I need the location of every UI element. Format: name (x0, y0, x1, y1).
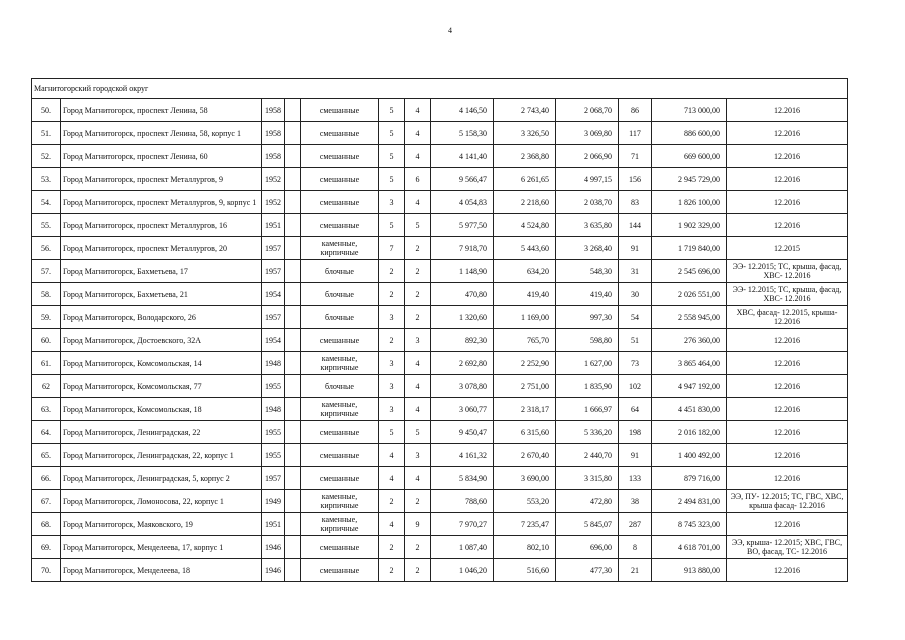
address-cell: Город Магнитогорск, Ленинградская, 5, корпус 2 (61, 467, 262, 490)
year-cell: 1946 (262, 536, 285, 559)
floors-cell: 3 (379, 191, 405, 214)
deadline-cell: 12.2016 (727, 513, 848, 536)
address-cell: Город Магнитогорск, Маяковского, 19 (61, 513, 262, 536)
material-cell: смешанные (301, 122, 379, 145)
deadline-cell: 12.2016 (727, 214, 848, 237)
area-cell: 634,20 (494, 260, 556, 283)
floors-cell: 7 (379, 237, 405, 260)
material-cell: смешанные (301, 168, 379, 191)
blank-cell (285, 421, 301, 444)
blank-cell (285, 467, 301, 490)
row-number: 67. (32, 490, 61, 513)
cost-cell: 2 494 831,00 (652, 490, 727, 513)
residents-cell: 156 (619, 168, 652, 191)
area-cell: 2 318,17 (494, 398, 556, 421)
row-number: 61. (32, 352, 61, 375)
residential-area-cell: 1 666,97 (556, 398, 619, 421)
row-number: 63. (32, 398, 61, 421)
area-cell: 2 751,00 (494, 375, 556, 398)
residential-area-cell: 3 069,80 (556, 122, 619, 145)
row-number: 58. (32, 283, 61, 306)
address-cell: Город Магнитогорск, проспект Ленина, 58, корпус 1 (61, 122, 262, 145)
area-cell: 1 169,00 (494, 306, 556, 329)
material-cell: смешанные (301, 536, 379, 559)
material-cell: блочные (301, 375, 379, 398)
area-cell: 419,40 (494, 283, 556, 306)
total-area-cell: 5 158,30 (431, 122, 494, 145)
year-cell: 1957 (262, 306, 285, 329)
residents-cell: 91 (619, 444, 652, 467)
year-cell: 1958 (262, 145, 285, 168)
floors-cell: 5 (379, 122, 405, 145)
year-cell: 1957 (262, 260, 285, 283)
year-cell: 1948 (262, 352, 285, 375)
table-row (32, 191, 848, 214)
blank-cell (285, 191, 301, 214)
residential-area-cell: 5 336,20 (556, 421, 619, 444)
floors-cell: 5 (379, 99, 405, 122)
residents-cell: 71 (619, 145, 652, 168)
entrances-cell: 2 (405, 260, 431, 283)
cost-cell: 1 902 329,00 (652, 214, 727, 237)
table-row (32, 375, 848, 398)
blank-cell (285, 352, 301, 375)
deadline-cell: 12.2016 (727, 168, 848, 191)
area-cell: 2 368,80 (494, 145, 556, 168)
row-number: 59. (32, 306, 61, 329)
area-cell: 6 261,65 (494, 168, 556, 191)
floors-cell: 3 (379, 306, 405, 329)
material-cell: смешанные (301, 145, 379, 168)
address-cell: Город Магнитогорск, Ломоносова, 22, корпус 1 (61, 490, 262, 513)
entrances-cell: 2 (405, 283, 431, 306)
address-cell: Город Магнитогорск, проспект Металлургов, 16 (61, 214, 262, 237)
area-cell: 3 690,00 (494, 467, 556, 490)
entrances-cell: 4 (405, 375, 431, 398)
area-cell: 516,60 (494, 559, 556, 582)
residents-cell: 198 (619, 421, 652, 444)
deadline-cell: ЭЭ, крыша- 12.2015; ХВС, ГВС, ВО, фасад, ТС- 12.2016 (727, 536, 848, 559)
cost-cell: 879 716,00 (652, 467, 727, 490)
table-row (32, 99, 848, 122)
total-area-cell: 3 060,77 (431, 398, 494, 421)
year-cell: 1952 (262, 191, 285, 214)
floors-cell: 2 (379, 329, 405, 352)
total-area-cell: 9 566,47 (431, 168, 494, 191)
floors-cell: 2 (379, 490, 405, 513)
residents-cell: 73 (619, 352, 652, 375)
year-cell: 1955 (262, 421, 285, 444)
blank-cell (285, 306, 301, 329)
cost-cell: 3 865 464,00 (652, 352, 727, 375)
row-number: 55. (32, 214, 61, 237)
floors-cell: 4 (379, 513, 405, 536)
deadline-cell: 12.2016 (727, 375, 848, 398)
total-area-cell: 788,60 (431, 490, 494, 513)
row-number: 62 (32, 375, 61, 398)
table-row (32, 421, 848, 444)
table-row (32, 398, 848, 421)
floors-cell: 2 (379, 283, 405, 306)
material-cell: смешанные (301, 444, 379, 467)
table-row (32, 513, 848, 536)
entrances-cell: 4 (405, 145, 431, 168)
housing-table (31, 78, 848, 582)
total-area-cell: 470,80 (431, 283, 494, 306)
floors-cell: 2 (379, 559, 405, 582)
deadline-cell: 12.2016 (727, 122, 848, 145)
year-cell: 1958 (262, 122, 285, 145)
entrances-cell: 4 (405, 352, 431, 375)
entrances-cell: 3 (405, 329, 431, 352)
total-area-cell: 5 834,90 (431, 467, 494, 490)
deadline-cell: ХВС, фасад- 12.2015, крыша- 12.2016 (727, 306, 848, 329)
blank-cell (285, 329, 301, 352)
address-cell: Город Магнитогорск, проспект Ленина, 58 (61, 99, 262, 122)
blank-cell (285, 513, 301, 536)
address-cell: Город Магнитогорск, проспект Ленина, 60 (61, 145, 262, 168)
residents-cell: 102 (619, 375, 652, 398)
entrances-cell: 6 (405, 168, 431, 191)
entrances-cell: 2 (405, 490, 431, 513)
residential-area-cell: 2 440,70 (556, 444, 619, 467)
residents-cell: 83 (619, 191, 652, 214)
year-cell: 1957 (262, 467, 285, 490)
material-cell: смешанные (301, 467, 379, 490)
cost-cell: 1 719 840,00 (652, 237, 727, 260)
entrances-cell: 5 (405, 214, 431, 237)
blank-cell (285, 536, 301, 559)
residential-area-cell: 472,80 (556, 490, 619, 513)
area-cell: 4 524,80 (494, 214, 556, 237)
floors-cell: 5 (379, 214, 405, 237)
material-cell: смешанные (301, 191, 379, 214)
residents-cell: 38 (619, 490, 652, 513)
cost-cell: 886 600,00 (652, 122, 727, 145)
blank-cell (285, 99, 301, 122)
deadline-cell: 12.2016 (727, 329, 848, 352)
year-cell: 1958 (262, 99, 285, 122)
address-cell: Город Магнитогорск, проспект Металлургов, 9 (61, 168, 262, 191)
residents-cell: 21 (619, 559, 652, 582)
material-cell: каменные, кирпичные (301, 237, 379, 260)
blank-cell (285, 490, 301, 513)
table-row (32, 283, 848, 306)
residents-cell: 91 (619, 237, 652, 260)
area-cell: 2 252,90 (494, 352, 556, 375)
blank-cell (285, 214, 301, 237)
deadline-cell: ЭЭ- 12.2015; ТС, крыша, фасад, ХВС- 12.2016 (727, 283, 848, 306)
row-number: 56. (32, 237, 61, 260)
residents-cell: 144 (619, 214, 652, 237)
row-number: 53. (32, 168, 61, 191)
area-cell: 6 315,60 (494, 421, 556, 444)
table-row (32, 490, 848, 513)
year-cell: 1954 (262, 329, 285, 352)
year-cell: 1955 (262, 444, 285, 467)
material-cell: смешанные (301, 329, 379, 352)
total-area-cell: 2 692,80 (431, 352, 494, 375)
cost-cell: 669 600,00 (652, 145, 727, 168)
residential-area-cell: 1 627,00 (556, 352, 619, 375)
residential-area-cell: 2 068,70 (556, 99, 619, 122)
area-cell: 5 443,60 (494, 237, 556, 260)
total-area-cell: 4 141,40 (431, 145, 494, 168)
deadline-cell: 12.2016 (727, 467, 848, 490)
cost-cell: 2 026 551,00 (652, 283, 727, 306)
floors-cell: 3 (379, 352, 405, 375)
deadline-cell: 12.2016 (727, 191, 848, 214)
residents-cell: 31 (619, 260, 652, 283)
total-area-cell: 9 450,47 (431, 421, 494, 444)
residents-cell: 133 (619, 467, 652, 490)
entrances-cell: 9 (405, 513, 431, 536)
deadline-cell: 12.2016 (727, 352, 848, 375)
deadline-cell: 12.2016 (727, 145, 848, 168)
material-cell: блочные (301, 283, 379, 306)
deadline-cell: ЭЭ, ПУ- 12.2015; ТС, ГВС, ХВС, крыша фасад- 12.2016 (727, 490, 848, 513)
address-cell: Город Магнитогорск, Ленинградская, 22 (61, 421, 262, 444)
cost-cell: 4 451 830,00 (652, 398, 727, 421)
total-area-cell: 4 146,50 (431, 99, 494, 122)
floors-cell: 4 (379, 444, 405, 467)
deadline-cell: 12.2016 (727, 421, 848, 444)
floors-cell: 5 (379, 421, 405, 444)
material-cell: смешанные (301, 559, 379, 582)
material-cell: смешанные (301, 99, 379, 122)
residential-area-cell: 997,30 (556, 306, 619, 329)
residential-area-cell: 696,00 (556, 536, 619, 559)
table-row (32, 559, 848, 582)
material-cell: каменные, кирпичные (301, 398, 379, 421)
blank-cell (285, 260, 301, 283)
address-cell: Город Магнитогорск, Менделеева, 17, корпус 1 (61, 536, 262, 559)
area-cell: 765,70 (494, 329, 556, 352)
blank-cell (285, 559, 301, 582)
total-area-cell: 892,30 (431, 329, 494, 352)
address-cell: Город Магнитогорск, проспект Металлургов, 20 (61, 237, 262, 260)
address-cell: Город Магнитогорск, Комсомольская, 77 (61, 375, 262, 398)
cost-cell: 2 016 182,00 (652, 421, 727, 444)
material-cell: смешанные (301, 214, 379, 237)
entrances-cell: 2 (405, 237, 431, 260)
table-row (32, 214, 848, 237)
residential-area-cell: 598,80 (556, 329, 619, 352)
row-number: 69. (32, 536, 61, 559)
cost-cell: 8 745 323,00 (652, 513, 727, 536)
deadline-cell: ЭЭ- 12.2015; ТС, крыша, фасад, ХВС- 12.2016 (727, 260, 848, 283)
total-area-cell: 1 046,20 (431, 559, 494, 582)
year-cell: 1951 (262, 513, 285, 536)
table-row (32, 536, 848, 559)
entrances-cell: 4 (405, 191, 431, 214)
address-cell: Город Магнитогорск, Комсомольская, 18 (61, 398, 262, 421)
row-number: 54. (32, 191, 61, 214)
cost-cell: 1 400 492,00 (652, 444, 727, 467)
floors-cell: 3 (379, 375, 405, 398)
floors-cell: 5 (379, 145, 405, 168)
floors-cell: 2 (379, 260, 405, 283)
residents-cell: 8 (619, 536, 652, 559)
residential-area-cell: 3 635,80 (556, 214, 619, 237)
row-number: 64. (32, 421, 61, 444)
total-area-cell: 4 054,83 (431, 191, 494, 214)
residents-cell: 287 (619, 513, 652, 536)
address-cell: Город Магнитогорск, Ленинградская, 22, корпус 1 (61, 444, 262, 467)
address-cell: Город Магнитогорск, Бахметьева, 17 (61, 260, 262, 283)
cost-cell: 2 545 696,00 (652, 260, 727, 283)
row-number: 60. (32, 329, 61, 352)
total-area-cell: 4 161,32 (431, 444, 494, 467)
deadline-cell: 12.2016 (727, 398, 848, 421)
year-cell: 1951 (262, 214, 285, 237)
page-number: 4 (448, 26, 452, 35)
address-cell: Город Магнитогорск, Володарского, 26 (61, 306, 262, 329)
residential-area-cell: 548,30 (556, 260, 619, 283)
residential-area-cell: 2 066,90 (556, 145, 619, 168)
address-cell: Город Магнитогорск, Менделеева, 18 (61, 559, 262, 582)
cost-cell: 4 947 192,00 (652, 375, 727, 398)
total-area-cell: 1 320,60 (431, 306, 494, 329)
floors-cell: 4 (379, 467, 405, 490)
floors-cell: 5 (379, 168, 405, 191)
deadline-cell: 12.2016 (727, 444, 848, 467)
total-area-cell: 1 087,40 (431, 536, 494, 559)
row-number: 57. (32, 260, 61, 283)
cost-cell: 713 000,00 (652, 99, 727, 122)
row-number: 66. (32, 467, 61, 490)
year-cell: 1955 (262, 375, 285, 398)
area-cell: 553,20 (494, 490, 556, 513)
table-row (32, 467, 848, 490)
area-cell: 3 326,50 (494, 122, 556, 145)
row-number: 70. (32, 559, 61, 582)
material-cell: блочные (301, 260, 379, 283)
residential-area-cell: 1 835,90 (556, 375, 619, 398)
row-number: 52. (32, 145, 61, 168)
table-row (32, 444, 848, 467)
district-row (32, 79, 848, 99)
cost-cell: 913 880,00 (652, 559, 727, 582)
year-cell: 1946 (262, 559, 285, 582)
material-cell: блочные (301, 306, 379, 329)
residential-area-cell: 419,40 (556, 283, 619, 306)
cost-cell: 4 618 701,00 (652, 536, 727, 559)
residential-area-cell: 3 315,80 (556, 467, 619, 490)
row-number: 50. (32, 99, 61, 122)
cost-cell: 276 360,00 (652, 329, 727, 352)
material-cell: каменные, кирпичные (301, 352, 379, 375)
blank-cell (285, 168, 301, 191)
year-cell: 1952 (262, 168, 285, 191)
deadline-cell: 12.2015 (727, 237, 848, 260)
total-area-cell: 1 148,90 (431, 260, 494, 283)
blank-cell (285, 398, 301, 421)
floors-cell: 2 (379, 536, 405, 559)
entrances-cell: 4 (405, 99, 431, 122)
residents-cell: 30 (619, 283, 652, 306)
residential-area-cell: 5 845,07 (556, 513, 619, 536)
blank-cell (285, 122, 301, 145)
residents-cell: 117 (619, 122, 652, 145)
table-row (32, 168, 848, 191)
entrances-cell: 4 (405, 398, 431, 421)
table-row (32, 352, 848, 375)
table-row (32, 145, 848, 168)
cost-cell: 2 945 729,00 (652, 168, 727, 191)
material-cell: каменные, кирпичные (301, 490, 379, 513)
row-number: 51. (32, 122, 61, 145)
area-cell: 2 218,60 (494, 191, 556, 214)
total-area-cell: 3 078,80 (431, 375, 494, 398)
blank-cell (285, 237, 301, 260)
area-cell: 7 235,47 (494, 513, 556, 536)
year-cell: 1954 (262, 283, 285, 306)
year-cell: 1957 (262, 237, 285, 260)
address-cell: Город Магнитогорск, Комсомольская, 14 (61, 352, 262, 375)
deadline-cell: 12.2016 (727, 559, 848, 582)
table-row (32, 260, 848, 283)
blank-cell (285, 145, 301, 168)
residents-cell: 86 (619, 99, 652, 122)
address-cell: Город Магнитогорск, Бахметьева, 21 (61, 283, 262, 306)
table-row (32, 306, 848, 329)
blank-cell (285, 444, 301, 467)
entrances-cell: 2 (405, 559, 431, 582)
area-cell: 802,10 (494, 536, 556, 559)
residents-cell: 54 (619, 306, 652, 329)
residents-cell: 64 (619, 398, 652, 421)
deadline-cell: 12.2016 (727, 99, 848, 122)
entrances-cell: 4 (405, 467, 431, 490)
entrances-cell: 2 (405, 536, 431, 559)
residential-area-cell: 3 268,40 (556, 237, 619, 260)
entrances-cell: 3 (405, 444, 431, 467)
blank-cell (285, 375, 301, 398)
cost-cell: 2 558 945,00 (652, 306, 727, 329)
material-cell: каменные, кирпичные (301, 513, 379, 536)
material-cell: смешанные (301, 421, 379, 444)
total-area-cell: 5 977,50 (431, 214, 494, 237)
blank-cell (285, 283, 301, 306)
row-number: 68. (32, 513, 61, 536)
table-row (32, 237, 848, 260)
district-name: Магнитогорский городской округ (32, 79, 848, 99)
area-cell: 2 743,40 (494, 99, 556, 122)
entrances-cell: 2 (405, 306, 431, 329)
year-cell: 1949 (262, 490, 285, 513)
address-cell: Город Магнитогорск, Достоевского, 32А (61, 329, 262, 352)
entrances-cell: 4 (405, 122, 431, 145)
residential-area-cell: 2 038,70 (556, 191, 619, 214)
residential-area-cell: 4 997,15 (556, 168, 619, 191)
entrances-cell: 5 (405, 421, 431, 444)
address-cell: Город Магнитогорск, проспект Металлургов, 9, корпус 1 (61, 191, 262, 214)
table-row (32, 122, 848, 145)
area-cell: 2 670,40 (494, 444, 556, 467)
total-area-cell: 7 918,70 (431, 237, 494, 260)
residential-area-cell: 477,30 (556, 559, 619, 582)
total-area-cell: 7 970,27 (431, 513, 494, 536)
floors-cell: 3 (379, 398, 405, 421)
year-cell: 1948 (262, 398, 285, 421)
cost-cell: 1 826 100,00 (652, 191, 727, 214)
row-number: 65. (32, 444, 61, 467)
table-row (32, 329, 848, 352)
residents-cell: 51 (619, 329, 652, 352)
